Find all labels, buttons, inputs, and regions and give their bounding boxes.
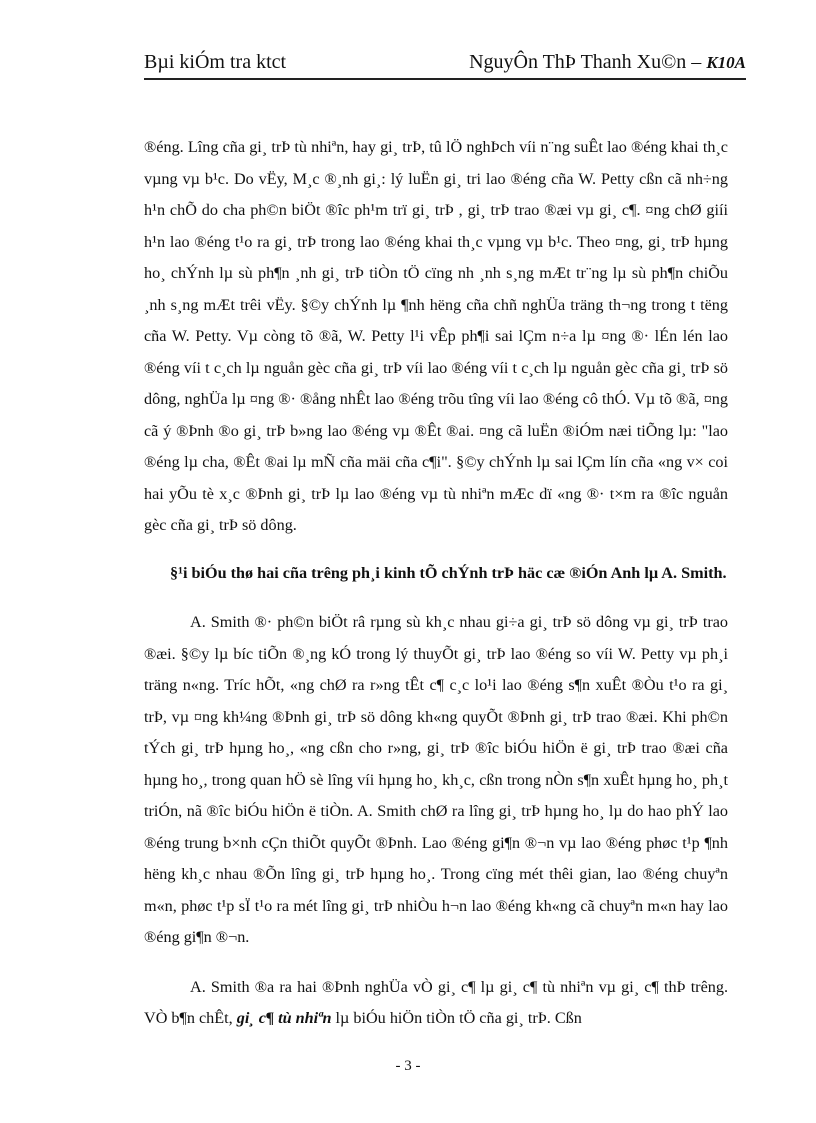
page-number: - 3 -	[395, 1058, 421, 1074]
page-header	[144, 50, 746, 80]
author-name: NguyÔn ThÞ Thanh Xu©n –	[469, 51, 702, 73]
paragraph-petty: ®éng. Lîng cña gi¸ trÞ tù nhiªn, hay gi¸ trÞ, tû lÖ nghÞch víi n¨ng suÊt lao ®éng khai th¸c vµng vµ b¹c. Do vËy, M¸c ®¸nh gi¸: lý luËn gi¸ tri lao ®éng cña W. Petty cßn cã nh÷ng h¹n chÕ do cha ph©n biÖt ®îc ph¹m trï gi¸ trÞ , gi¸ trÞ trao ®æi vµ gi¸ c¶. ¤ng chØ giíi h¹n lao ®éng t¹o ra gi¸ trÞ trong lao ®éng khai th¸c vµng vµ b¹c. Theo ¤ng, gi¸ trÞ hµng ho¸ chÝnh lµ sù ph¶n ¸nh gi¸ trÞ tiÒn tÖ cïng nh ¸nh s¸ng mÆt tr¨ng lµ sù ph¶n chiÕu ¸nh s¸ng mÆt trêi vËy. §©y chÝnh lµ ¶nh hëng cña chñ nghÜa träng th¬ng trong t tëng cña W. Petty. Vµ còng tõ ®ã, W. Petty l¹i vÊp ph¶i sai lÇm n÷a lµ ¤ng ®· lÉn lén lao ®éng víi t c¸ch lµ nguån gèc cña gi¸ trÞ víi lao ®éng víi t c¸ch lµ nguån gèc cña gi¸ trÞ sö dông, nghÜa lµ ¤ng ®· ®ång nhÊt lao ®éng trõu tîng víi lao ®éng cô thÓ. Vµ tõ ®ã, ¤ng cã ý ®Þnh ®o gi¸ trÞ b»ng lao ®éng vµ ®Êt ®ai. ¤ng cã luËn ®iÓm næi tiÕng lµ: "lao ®éng lµ cha, ®Êt ®ai lµ mÑ cña mäi cña c¶i". §©y chÝnh lµ sai lÇm lín cña «ng v× coi hai yÕu tè x¸c ®Þnh gi¸ trÞ lµ lao ®éng vµ tù nhiªn mÆc dï «ng ®· t×m ra ®îc nguån gèc cña gi¸ trÞ sö dông.	[144, 138, 728, 534]
paragraph-text: A. Smith ®a ra hai ®Þnh nghÜa vÒ gi¸ c¶ lµ gi¸ c¶ tù nhiªn vµ gi¸ c¶ thÞ trêng. VÒ b¶n chÊt,	[144, 977, 728, 1027]
document-title: Bµi kiÓm tra ktct	[144, 51, 287, 73]
paragraph-text: lµ biÓu hiÖn tiÒn tÖ cña gi¸ trÞ. Cßn	[331, 1009, 582, 1027]
section-heading: §¹i biÓu thø hai cña trêng ph¸i kinh tÕ chÝnh trÞ häc cæ ®iÓn Anh lµ A. Smith.	[170, 563, 727, 582]
author-line	[469, 51, 746, 74]
paragraph-smith-value: A. Smith ®· ph©n biÖt râ rµng sù kh¸c nhau gi÷a gi¸ trÞ sö dông vµ gi¸ trÞ trao ®æi. §©y lµ bíc tiÕn ®¸ng kÓ trong lý thuyÕt gi¸ trÞ lao ®éng so víi W. Petty vµ ph¸i träng n«ng. Tríc hÕt, «ng chØ ra r»ng tÊt c¶ c¸c lo¹i lao ®éng s¶n xuÊt ®Òu t¹o ra gi¸ trÞ, vµ ¤ng kh¼ng ®Þnh gi¸ trÞ sö dông kh«ng quyÕt ®Þnh gi¸ trÞ trao ®æi. Khi ph©n tÝch gi¸ trÞ hµng ho¸, «ng cßn cho r»ng, gi¸ trÞ ®îc biÓu hiÖn ë gi¸ trÞ trao ®æi cña hµng ho¸, trong quan hÖ sè lîng víi hµng ho¸ kh¸c, cßn trong nÒn s¶n xuÊt hµng ho¸ ph¸t triÓn, nã ®îc biÓu hiÖn ë tiÒn. A. Smith chØ ra lîng gi¸ trÞ hµng ho¸ lµ do hao phÝ lao ®éng trung b×nh cÇn thiÕt quyÕt ®Þnh. Lao ®éng gi¶n ®¬n vµ lao ®éng phøc t¹p ¶nh hëng kh¸c nhau ®Õn lîng gi¸ trÞ hµng ho¸. Trong cïng mét thêi gian, lao ®éng chuyªn m«n, phøc t¹p sÏ t¹o ra mét lîng gi¸ trÞ nhiÒu h¬n lao ®éng kh«ng cã chuyªn m«n hay lao ®éng gi¶n ®¬n.	[144, 613, 728, 946]
paragraph-smith-price	[144, 972, 728, 1035]
emphasis-text: gi¸ c¶ tù nhiªn	[236, 1009, 332, 1027]
page-body	[144, 132, 728, 1035]
class-code: K10A	[706, 53, 746, 72]
